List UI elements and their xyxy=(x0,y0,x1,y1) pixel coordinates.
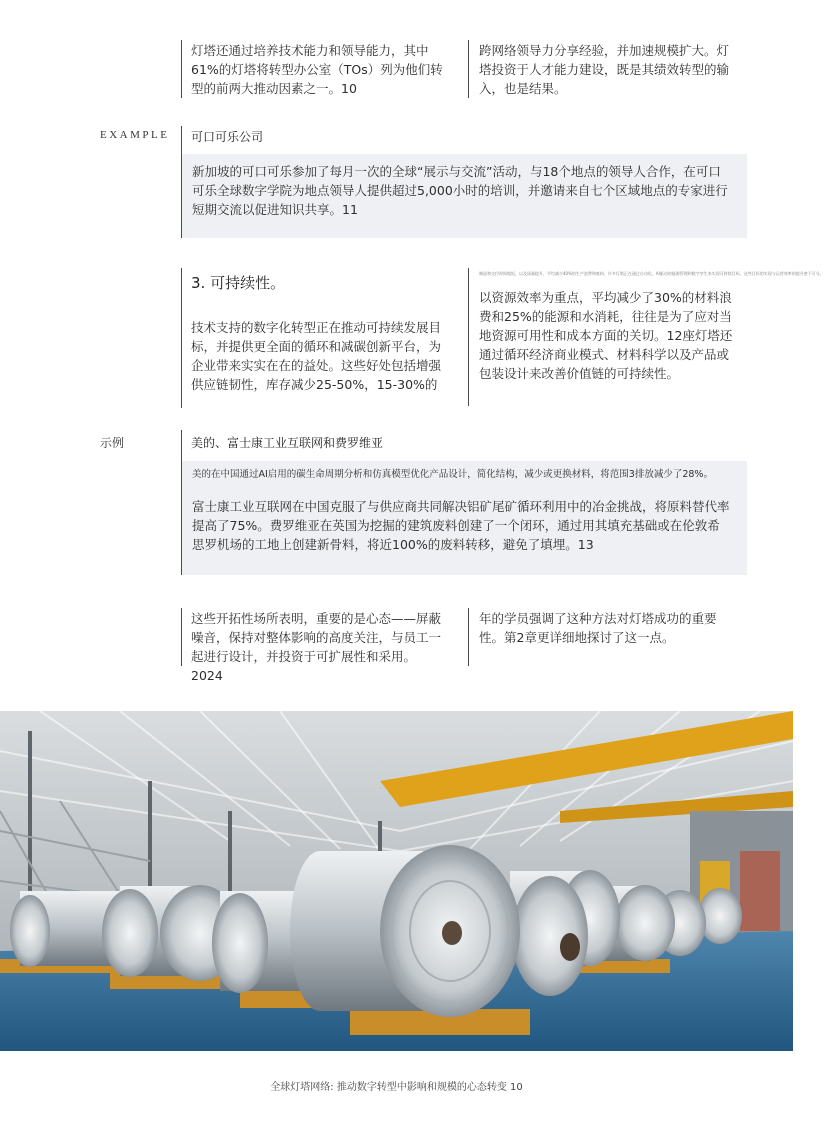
example-case-body: 新加坡的可口可乐参加了每月一次的全球“展示与交流”活动，与18个地点的领导人合作，在可口可乐全球数字学院为地点领导人提供超过5,000小时的培训，并邀请来自七个区域地点的专家进行短期交流以促进知识共享。11 xyxy=(192,164,728,217)
example-case-title: 可口可乐公司 xyxy=(191,130,264,144)
top-right-rule xyxy=(468,40,469,98)
top-left-paragraph: 灯塔还通过培养技术能力和领导能力，其中61%的灯塔将转型办公室（TOs）列为他们转型的前两大推动因素之一。10 xyxy=(191,43,443,96)
example-cn-small-text: 美的在中国通过AI启用的碳生命周期分析和仿真模型优化产品设计，简化结构，减少或更换材料，将范围3排放减少了28%。 xyxy=(192,469,713,480)
example-cn-title: 美的、富士康工业互联网和费罗维亚 xyxy=(191,436,384,450)
example-cn-label: 示例 xyxy=(100,436,125,450)
page-footer: 全球灯塔网络: 推动数字转型中影响和规模的心态转变 10 xyxy=(270,1082,523,1093)
top-left-rule xyxy=(181,40,182,98)
section-right-rule xyxy=(468,268,469,406)
closing-left-paragraph: 这些开拓性场所表明，重要的是心态——屏蔽噪音，保持对整体影响的高度关注，与员工一起进行设计，并投资于可扩展性和采用。2024 xyxy=(191,611,442,683)
top-right-paragraph: 跨网络领导力分享经验，并加速规模扩大。灯塔投资于人才能力建设，既是其绩效转型的输入，也是结果。 xyxy=(479,43,730,96)
section-title: 3. 可持续性。 xyxy=(191,274,286,292)
steel-coil-warehouse-photo xyxy=(0,711,793,1051)
section-left-paragraph: 技术支持的数字化转型正在推动可持续发展目标，并提供更全面的循环和减碳创新平台，为企业带来实实在在的益处。这些好处包括增强供应链韧性，库存减少25-50%，15-30%的 xyxy=(191,320,442,392)
closing-right-rule xyxy=(468,608,469,666)
example-label: EXAMPLE xyxy=(100,129,170,141)
example-case-box xyxy=(182,154,747,238)
example-cn-box xyxy=(182,461,747,575)
section-left-rule xyxy=(181,268,182,408)
example-cn-body: 富士康工业互联网在中国克服了与供应商共同解决铝矿尾矿循环利用中的冶金挑战，将原料替代率提高了75%。费罗维亚在英国为挖掘的建筑废料创建了一个闭环，通过用其填充基础或在伦敦希思罗机场的工地上创建新骨料，将近100%的废料转移，避免了填埋。13 xyxy=(192,499,730,552)
section-right-paragraph: 以资源效率为重点，平均减少了30%的材料浪费和25%的能源和水消耗，往往是为了应对当地资源可用性和成本方面的关切。12座灯塔还通过循环经济商业模式、材料科学以及产品或包装设计来改善价值链的可持续性。 xyxy=(479,290,733,381)
section-right-small-line: 制造和交付时间缩短，以及质量提升，平均减少40%的生产浪费和废料，许多灯塔正在通过自动化、AI驱动的能源管理和数字孪生来实现可持续目标，这些目标的实现与运营效率的提升密不可分。 xyxy=(479,271,824,276)
closing-right-paragraph: 年的学员强调了这种方法对灯塔成功的重要性。第2章更详细地探讨了这一点。 xyxy=(479,611,717,645)
closing-left-rule xyxy=(181,608,182,666)
